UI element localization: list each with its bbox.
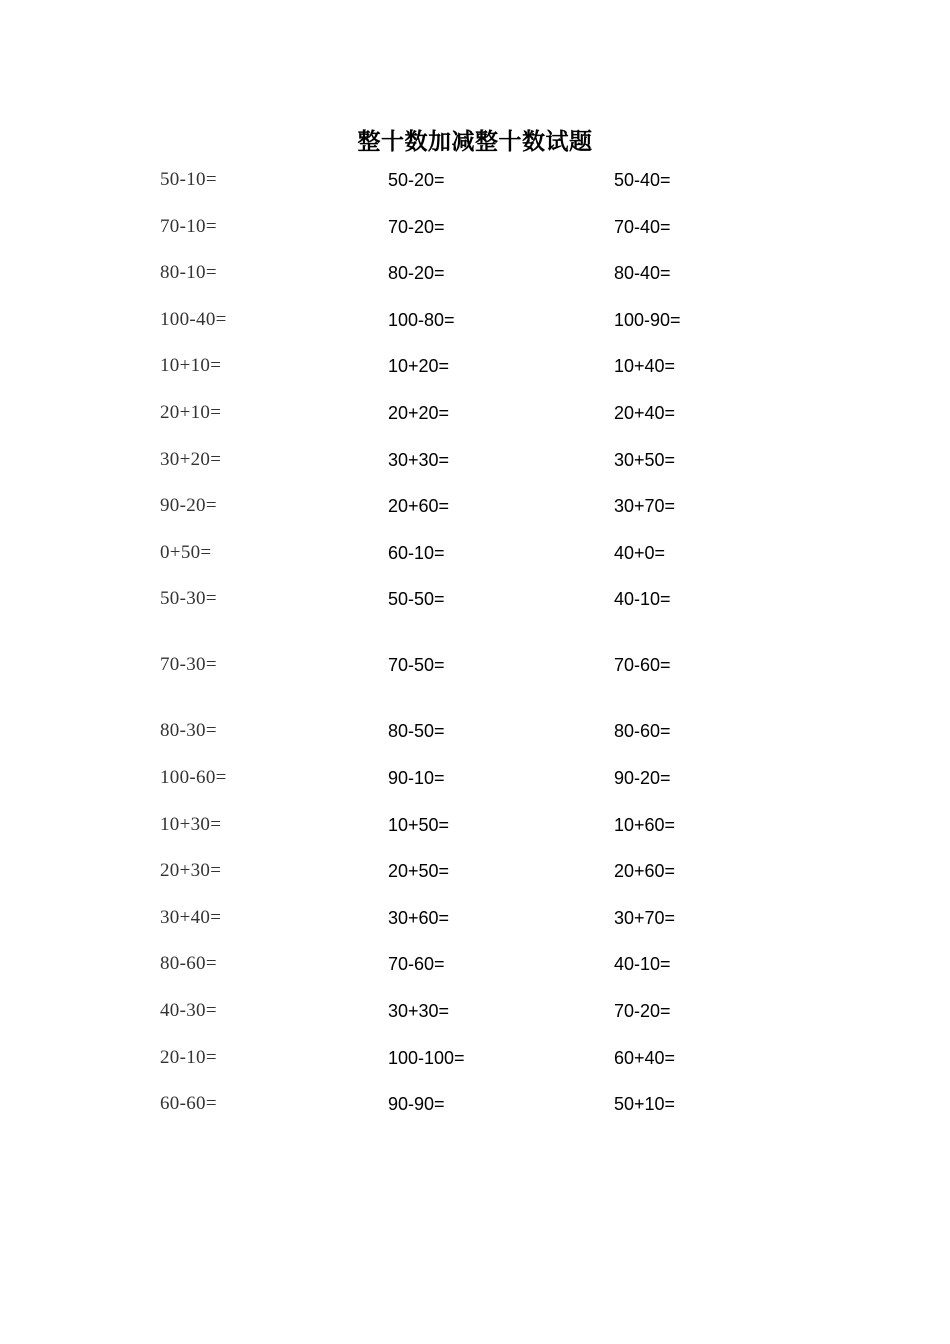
problem-row [0, 160, 950, 207]
problem: 20+60= [388, 496, 450, 517]
problem: 10+10= [160, 355, 222, 377]
problem: 70-10= [160, 215, 217, 237]
problem: 70-30= [160, 654, 217, 676]
problem: 30+40= [160, 906, 222, 928]
problem: 100-90= [614, 309, 681, 330]
problem: 30+50= [614, 449, 676, 470]
problem: 20+10= [160, 401, 222, 423]
problem: 90-90= [388, 1094, 445, 1115]
problem: 80-50= [388, 721, 445, 742]
problem: 20+50= [388, 861, 450, 882]
problem-row [0, 207, 950, 254]
problem-row [0, 898, 950, 945]
problem: 50+10= [614, 1094, 676, 1115]
problem: 10+50= [388, 814, 450, 835]
problem: 30+30= [388, 449, 450, 470]
problem-row [0, 991, 950, 1038]
problem: 80-10= [160, 262, 217, 284]
problem: 80-60= [614, 721, 671, 742]
problem: 60-60= [160, 1093, 217, 1115]
problem-row [0, 440, 950, 487]
problem: 100-100= [388, 1047, 465, 1068]
problem: 70-60= [614, 655, 671, 676]
problem-row [0, 253, 950, 300]
problem: 20+60= [614, 861, 676, 882]
problem: 10+20= [388, 356, 450, 377]
problem-row [0, 300, 950, 347]
problem-row [0, 393, 950, 440]
problem-grid [0, 160, 950, 1131]
problem: 50-30= [160, 588, 217, 610]
problem: 30+70= [614, 907, 676, 928]
problem: 60+40= [614, 1047, 676, 1068]
problem: 70-50= [388, 655, 445, 676]
problem: 50-40= [614, 170, 671, 190]
problem: 30+30= [388, 1000, 450, 1021]
problem: 60-10= [388, 542, 445, 563]
problem-row [0, 805, 950, 852]
problem: 10+40= [614, 356, 676, 377]
problem: 10+30= [160, 813, 222, 835]
problem: 80-40= [614, 263, 671, 284]
problem: 80-20= [388, 263, 445, 284]
problem: 40-10= [614, 954, 671, 975]
problem: 90-20= [160, 495, 217, 517]
problem: 70-40= [614, 216, 671, 237]
problem: 100-40= [160, 308, 227, 330]
problem: 70-20= [388, 216, 445, 237]
problem: 90-10= [388, 767, 445, 788]
problem: 100-80= [388, 309, 455, 330]
problem-row [0, 645, 950, 711]
problem-row [0, 579, 950, 645]
problem: 50-20= [388, 170, 445, 190]
problem-row [0, 851, 950, 898]
problem-row [0, 711, 950, 758]
page-title: 整十数加减整十数试题 [357, 128, 593, 155]
problem: 90-20= [614, 767, 671, 788]
problem-row [0, 758, 950, 805]
problem: 30+20= [160, 448, 222, 470]
problem: 20+30= [160, 860, 222, 882]
problem: 30+70= [614, 496, 676, 517]
problem: 40-10= [614, 589, 671, 610]
problem-row [0, 346, 950, 393]
problem: 40+0= [614, 542, 666, 563]
problem: 20+40= [614, 402, 676, 423]
problem: 40-30= [160, 999, 217, 1021]
problem: 0+50= [160, 541, 212, 563]
problem: 20-10= [160, 1046, 217, 1068]
problem: 80-60= [160, 953, 217, 975]
problem: 10+60= [614, 814, 676, 835]
problem: 30+60= [388, 907, 450, 928]
problem-row [0, 1084, 950, 1131]
problem-row [0, 533, 950, 580]
problem: 50-50= [388, 589, 445, 610]
problem: 80-30= [160, 720, 217, 742]
problem: 50-10= [160, 169, 217, 190]
problem: 70-20= [614, 1000, 671, 1021]
problem-row [0, 486, 950, 533]
problem: 20+20= [388, 402, 450, 423]
problem-row [0, 1038, 950, 1085]
problem: 100-60= [160, 766, 227, 788]
problem-row [0, 944, 950, 991]
problem: 70-60= [388, 954, 445, 975]
